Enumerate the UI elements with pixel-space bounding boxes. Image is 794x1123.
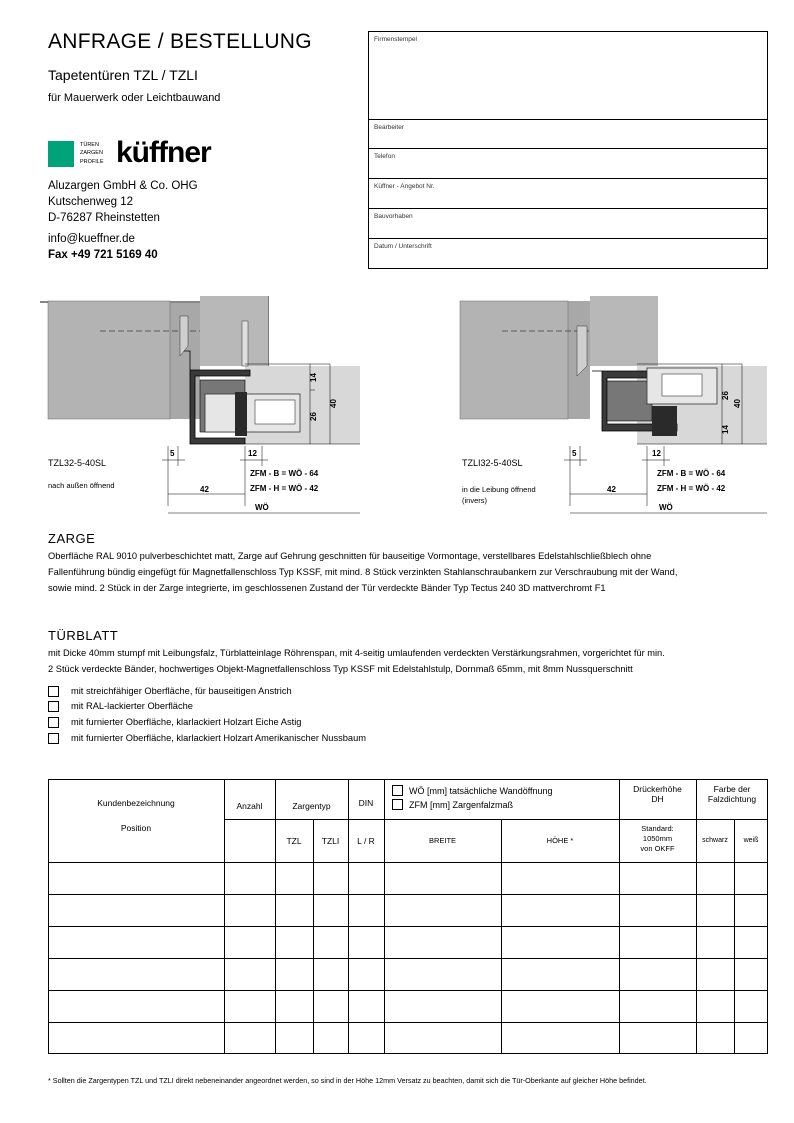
stamp-field[interactable]: Firmenstempel <box>374 36 417 43</box>
wo-left: WÖ <box>255 503 269 512</box>
checkbox[interactable] <box>392 799 403 810</box>
wo-right: WÖ <box>659 503 673 512</box>
col-kundenbezeichnung: Kundenbezeichnung <box>97 798 175 808</box>
col-farbe: Farbe der Falzdichtung <box>707 784 757 804</box>
checkbox[interactable] <box>48 701 59 712</box>
col-breite: BREITE <box>428 836 457 845</box>
checkbox[interactable] <box>48 686 59 697</box>
dim-12-left: 12 <box>248 449 257 458</box>
date-signature-field[interactable]: Datum / Unterschrift <box>374 243 432 250</box>
logo-wordmark: küffner <box>116 136 211 169</box>
company-city: D-76287 Rheinstetten <box>48 212 160 224</box>
dim-26-left: 26 <box>309 412 318 421</box>
dim-14-left: 14 <box>309 373 318 382</box>
col-lr: L / R <box>357 836 375 846</box>
dim-40-right: 40 <box>733 399 742 408</box>
project-field[interactable]: Bauvorhaben <box>374 213 413 220</box>
col-drueckerhoehe: Drückerhöhe DH <box>633 784 682 804</box>
col-hoehe: HÖHE * <box>546 836 574 845</box>
col-position: Position <box>120 823 152 833</box>
footnote: * Sollten die Zargentypen TZL und TZLI direkt nebeneinander angeordnet werden, so sind in der Höhe 12mm Versatz zu beachten, damit sich die Tür-Oberkante auf gleicher Höhe befindet. <box>48 1076 647 1085</box>
company-email[interactable]: info@kueffner.de <box>48 233 135 245</box>
option-eiche[interactable]: mit furnierter Oberfläche, klarlackiert Holzart Eiche Astig <box>48 715 301 729</box>
phone-field[interactable]: Telefon <box>374 153 395 160</box>
option-nussbaum[interactable]: mit furnierter Oberfläche, klarlackiert Holzart Amerikanischer Nussbaum <box>48 731 366 745</box>
offer-number-field[interactable]: Küffner - Angebot Nr. <box>374 183 435 190</box>
section-title-tuerblatt: TÜRBLATT <box>48 628 119 643</box>
checkbox[interactable] <box>392 785 403 796</box>
logo-tagline: TÜREN ZARGEN PROFILE <box>80 142 104 165</box>
dim-42-right: 42 <box>607 485 616 494</box>
formula-h-right: ZFM - H = WÖ - 42 <box>657 484 726 493</box>
checkbox[interactable] <box>48 733 59 744</box>
product-description: für Mauerwerk oder Leichtbauwand <box>48 92 221 104</box>
col-schwarz: schwarz <box>702 837 728 844</box>
dim-12-right: 12 <box>652 449 661 458</box>
company-fax: Fax +49 721 5169 40 <box>48 249 158 261</box>
order-table <box>48 779 768 1054</box>
section-title-zarge: ZARGE <box>48 531 96 546</box>
zarge-description: Oberfläche RAL 9010 pulverbeschichtet matt, Zarge auf Gehrung geschnitten für bauseitige Vormontage, verstellbares Edelstahlschließblech ohne Fallenführung bündig eingefügt für Magnetfallenschloss Typ KSSF, mit mind. 8 Stück verzinkten Stahlanschraubankern zur Verschraubung mit der Wand, sowie mind. 2 Stück in der Zarge integrierte, im geschlossenen Zustand der Tür verdeckte Bänder Typ Tectus 240 3D mattverchromt F1 <box>48 551 678 593</box>
option-ral[interactable]: mit RAL-lackierter Oberfläche <box>48 699 193 713</box>
company-street: Kutschenweg 12 <box>48 196 134 208</box>
col-din: DIN <box>358 798 374 808</box>
dim-26-right: 26 <box>721 391 730 400</box>
standard-note: Standard: 1050mm von OKFF <box>640 824 675 853</box>
option-streichfaehig[interactable]: mit streichfähiger Oberfläche, für bauseitigen Anstrich <box>48 684 292 698</box>
option-wo[interactable]: WÖ [mm] tatsächliche Wandöffnung <box>392 785 553 796</box>
drawing-name-left: TZL32-5-40SL <box>48 458 107 468</box>
formula-h-left: ZFM - H = WÖ - 42 <box>250 484 319 493</box>
drawing-note-right-2: (invers) <box>462 496 488 505</box>
logo-mark-icon <box>48 141 74 167</box>
dim-40-left: 40 <box>329 399 338 408</box>
page-title: ANFRAGE / BESTELLUNG <box>48 30 312 53</box>
formula-b-right: ZFM - B = WÖ - 64 <box>657 469 726 478</box>
dim-5-right: 5 <box>572 449 577 458</box>
checkbox[interactable] <box>48 717 59 728</box>
col-weiss: weiß <box>743 837 759 844</box>
contact-form <box>368 31 768 269</box>
formula-b-left: ZFM - B = WÖ - 64 <box>250 469 319 478</box>
drawing-name-right: TZLI32-5-40SL <box>462 458 523 468</box>
drawing-note-right: in die Leibung öffnend <box>462 485 536 494</box>
option-zfm[interactable]: ZFM [mm] Zargenfalzmaß <box>392 799 513 810</box>
editor-field[interactable]: Bearbeiter <box>374 124 404 131</box>
drawing-tzl <box>40 296 370 521</box>
drawing-note-left: nach außen öffnend <box>48 481 115 490</box>
col-tzli: TZLI <box>321 836 340 846</box>
dim-42-left: 42 <box>200 485 209 494</box>
dim-5-left: 5 <box>170 449 175 458</box>
company-name: Aluzargen GmbH & Co. OHG <box>48 180 198 192</box>
drawing-tzli <box>452 296 772 521</box>
col-tzl: TZL <box>286 836 302 846</box>
tuerblatt-description: mit Dicke 40mm stumpf mit Leibungsfalz, Türblatteinlage Röhrenspan, mit 4-seitig umlaufenden verdeckten Verstärkungsrahmen, vorgerichtet für min. 2 Stück verdeckte Bänder, hochwertiges Objekt-Magnetfallenschloss Typ KSSF mit Edelstahlstulp, Dornmaß 65mm, mit 8mm Nussquerschnitt <box>48 648 665 674</box>
col-anzahl: Anzahl <box>236 801 263 811</box>
dim-14-right: 14 <box>721 425 730 434</box>
col-zargentyp: Zargentyp <box>292 801 331 811</box>
product-subtitle: Tapetentüren TZL / TZLI <box>48 67 198 83</box>
